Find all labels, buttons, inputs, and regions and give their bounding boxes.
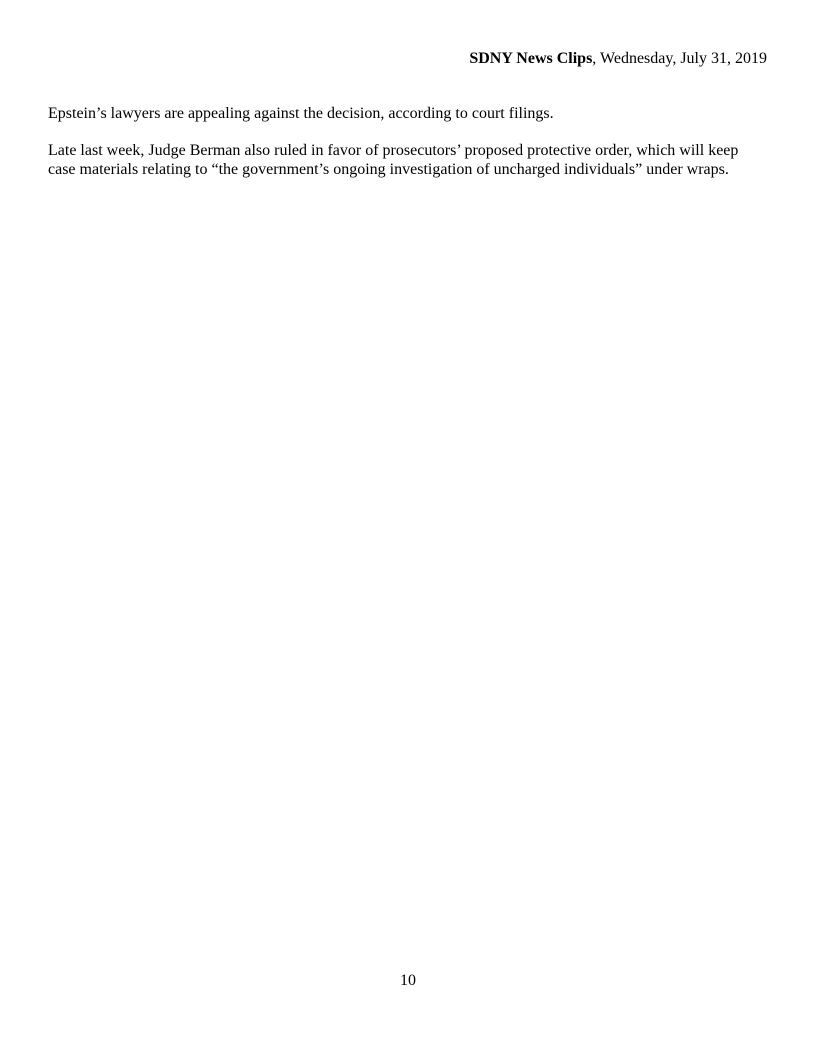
article-paragraph: Epstein’s lawyers are appealing against the decision, according to court filings. [48,105,554,122]
header-separator: , [592,50,601,67]
page-header [469,49,767,69]
header-date: Wednesday, July 31, 2019 [600,50,767,67]
article-paragraph: Late last week, Judge Berman also ruled in favor of prosecutors’ proposed protective order, which will keep case materials relating to “the government’s ongoing investigation of uncharged individuals” under wraps. [48,142,739,178]
publication-name: SDNY News Clips [469,50,593,67]
article-body [48,104,768,197]
page-number: 10 [400,972,416,989]
